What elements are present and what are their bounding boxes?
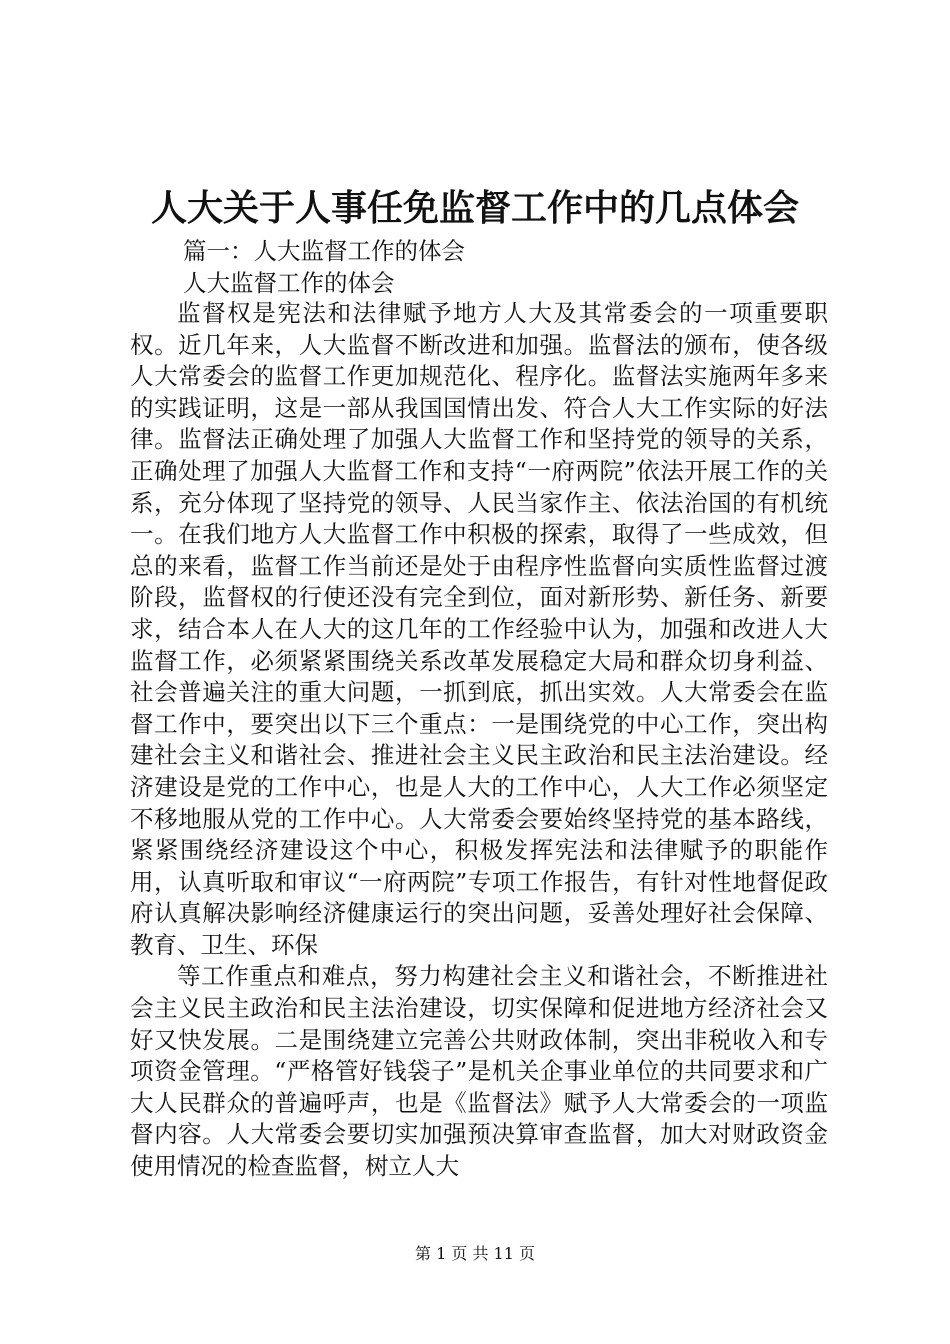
section-heading: 篇一：人大监督工作的体会 — [183, 237, 465, 265]
body-text — [130, 298, 828, 1183]
subheading: 人大监督工作的体会 — [183, 269, 395, 297]
page-number-footer: 第 1 页 共 11 页 — [415, 1244, 535, 1263]
paragraph-1: 监督权是宪法和法律赋予地方人大及其常委会的一项重要职权。近几年来，人大监督不断改进和加强。监督法的颁布，使各级人大常委会的监督工作更加规范化、程序化。监督法实施两年多来的实践证明，这是一部从我国国情出发、符合人大工作实际的好法律。监督法正确处理了加强人大监督工作和坚持党的领导的关系，正确处理了加强人大监督工作和支持“一府两院”依法开展工作的关系，充分体现了坚持党的领导、人民当家作主、依法治国的有机统一。在我们地方人大监督工作中积极的探索，取得了一些成效，但总的来看，监督工作当前还是处于由程序性监督向实质性监督过渡阶段，监督权的行使还没有完全到位，面对新形势、新任务、新要求，结合本人在人大的这几年的工作经验中认为，加强和改进人大监督工作，必须紧紧围绕关系改革发展稳定大局和群众切身利益、社会普遍关注的重大问题，一抓到底，抓出实效。人大常委会在监督工作中，要突出以下三个重点：一是围绕党的中心工作，突出构建社会主义和谐社会、推进社会主义民主政治和民主法治建设。经济建设是党的工作中心，也是人大的工作中心，人大工作必须坚定不移地服从党的工作中心。人大常委会要始终坚持党的基本路线，紧紧围绕经济建设这个中心，积极发挥宪法和法律赋予的职能作用，认真听取和审议“一府两院”专项工作报告，有针对性地督促政府认真解决影响经济健康运行的突出问题，妥善处理好社会保障、教育、卫生、环保 — [130, 299, 828, 959]
paragraph-2: 等工作重点和难点，努力构建社会主义和谐社会，不断推进社会主义民主政治和民主法治建设，切实保障和促进地方经济社会又好又快发展。二是围绕建立完善公共财政体制，突出非税收入和专项资金管理。“严格管好钱袋子”是机关企事业单位的共同要求和广大人民群众的普遍呼声，也是《监督法》赋予人大常委会的一项监督内容。人大常委会要切实加强预决算审查监督，加大对财政资金使用情况的检查监督，树立人大 — [130, 962, 828, 1181]
document-title: 人大关于人事任免监督工作中的几点体会 — [150, 187, 799, 229]
